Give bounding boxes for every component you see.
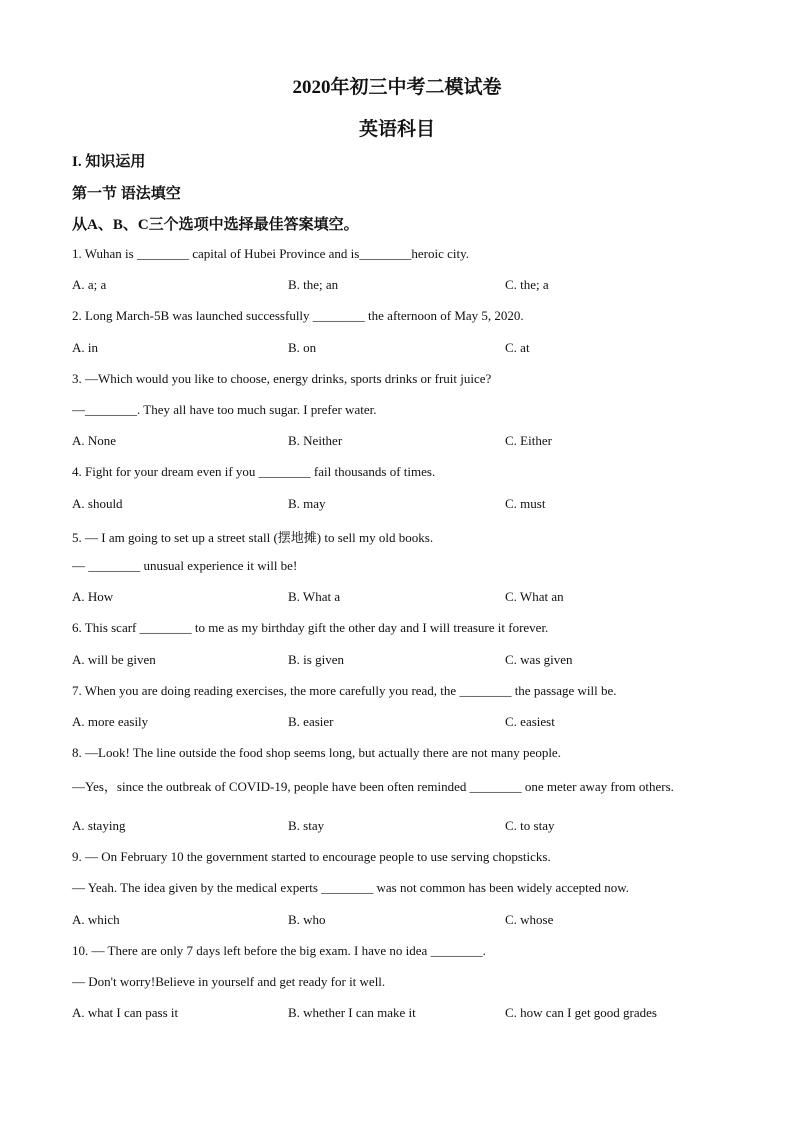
question-text: — ________ unusual experience it will be! — [72, 558, 298, 573]
subject-title: 英语科目 — [358, 119, 435, 140]
question-text: —________. They all have too much sugar. I prefer water. — [72, 402, 377, 417]
option-b: B. the; an — [288, 277, 339, 292]
question-text: — Yeah. The idea given by the medical experts ________ was not common has been widely accepted now. — [72, 880, 630, 895]
option-b: B. easier — [288, 714, 334, 729]
part-heading: 第一节 语法填空 — [72, 186, 181, 202]
option-b: B. stay — [288, 818, 325, 833]
option-c: C. how can I get good grades — [505, 1005, 657, 1020]
option-b: B. is given — [288, 652, 344, 667]
question-text: 10. — There are only 7 days left before the big exam. I have no idea ________. — [72, 943, 486, 958]
option-b: B. may — [288, 496, 326, 511]
option-c: C. whose — [505, 912, 554, 927]
option-a: A. How — [72, 589, 114, 604]
option-c: C. at — [505, 340, 530, 355]
option-a: A. in — [72, 340, 98, 355]
question-text: 6. This scarf ________ to me as my birthday gift the other day and I will treasure it forever. — [72, 620, 549, 635]
question-text: 2. Long March-5B was launched successfully ________ the afternoon of May 5, 2020. — [72, 308, 524, 323]
option-b: B. Neither — [288, 433, 343, 448]
option-c: C. What an — [505, 589, 564, 604]
option-c: C. to stay — [505, 818, 555, 833]
question-text: 7. When you are doing reading exercises, the more carefully you read, the ________ the passage will be. — [72, 683, 617, 698]
option-a: A. a; a — [72, 277, 107, 292]
option-a: A. should — [72, 496, 123, 511]
option-a: A. will be given — [72, 652, 156, 667]
exam-title: 2020年初三中考二模试卷 — [292, 77, 502, 98]
question-text: — Don't worry!Believe in yourself and get ready for it well. — [72, 974, 386, 989]
option-c: C. the; a — [505, 277, 549, 292]
question-text: —Yes，since the outbreak of COVID-19, people have been often reminded ________ one meter away from others. — [72, 779, 674, 794]
option-c: C. must — [505, 496, 546, 511]
option-c: C. easiest — [505, 714, 555, 729]
option-c: C. was given — [505, 652, 573, 667]
section-heading: I. 知识运用 — [72, 154, 146, 170]
question-text: 4. Fight for your dream even if you ________ fail thousands of times. — [72, 464, 436, 479]
question-text: 1. Wuhan is ________ capital of Hubei Province and is________heroic city. — [72, 246, 469, 261]
option-a: A. staying — [72, 818, 126, 833]
question-text: 9. — On February 10 the government started to encourage people to use serving chopsticks. — [72, 849, 551, 864]
question-text: 8. —Look! The line outside the food shop seems long, but actually there are not many people. — [72, 745, 561, 760]
option-c: C. Either — [505, 433, 552, 448]
option-a: A. which — [72, 912, 120, 927]
option-b: B. whether I can make it — [288, 1005, 416, 1020]
option-b: B. on — [288, 340, 317, 355]
option-a: A. more easily — [72, 714, 149, 729]
option-b: B. who — [288, 912, 326, 927]
option-a: A. None — [72, 433, 117, 448]
option-b: B. What a — [288, 589, 341, 604]
question-text: 5. — I am going to set up a street stall (摆地摊) to sell my old books. — [72, 530, 434, 545]
instruction-text: 从A、B、C三个选项中选择最佳答案填空。 — [72, 217, 359, 233]
question-text: 3. —Which would you like to choose, energy drinks, sports drinks or fruit juice? — [72, 371, 492, 386]
option-a: A. what I can pass it — [72, 1005, 179, 1020]
